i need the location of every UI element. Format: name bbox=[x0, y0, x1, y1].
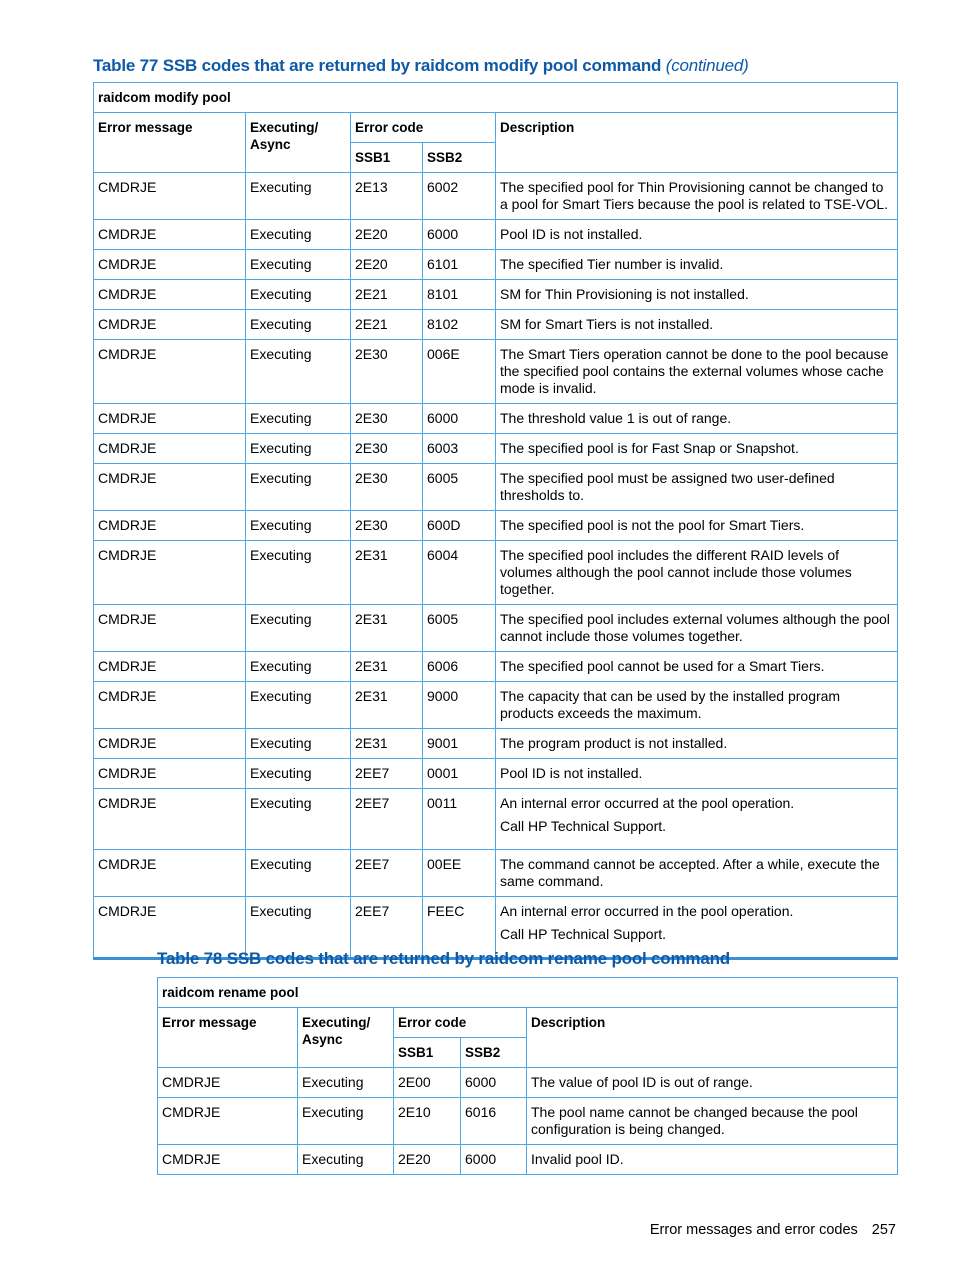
error-message-cell: CMDRJE bbox=[94, 511, 246, 541]
description-text: The specified pool is not the pool for Smart Tiers. bbox=[500, 517, 805, 533]
header-executing-async: Executing/ Async bbox=[298, 1008, 394, 1068]
page-number: 257 bbox=[871, 1222, 896, 1238]
error-message-cell: CMDRJE bbox=[94, 404, 246, 434]
executing-cell: Executing bbox=[298, 1145, 394, 1175]
header-error-code: Error code bbox=[351, 113, 496, 143]
ssb2-cell: 6000 bbox=[461, 1068, 527, 1098]
ssb2-cell: 9000 bbox=[423, 682, 496, 729]
ssb2-cell: 8102 bbox=[423, 310, 496, 340]
ssb2-cell: 6005 bbox=[423, 605, 496, 652]
ssb2-cell: 6005 bbox=[423, 464, 496, 511]
error-message-cell: CMDRJE bbox=[94, 682, 246, 729]
ssb1-cell: 2E30 bbox=[351, 434, 423, 464]
ssb2-cell: FEEC bbox=[423, 897, 496, 959]
table-row bbox=[94, 250, 898, 280]
ssb2-cell: 0001 bbox=[423, 759, 496, 789]
ssb2-cell: 00EE bbox=[423, 850, 496, 897]
table-row bbox=[158, 1068, 898, 1098]
executing-cell: Executing bbox=[246, 511, 351, 541]
description-cell bbox=[496, 464, 898, 511]
description-cell bbox=[527, 1145, 898, 1175]
ssb1-cell: 2E21 bbox=[351, 280, 423, 310]
table-row bbox=[94, 511, 898, 541]
ssb1-cell: 2EE7 bbox=[351, 850, 423, 897]
error-message-cell: CMDRJE bbox=[158, 1068, 298, 1098]
header-ssb2: SSB2 bbox=[423, 143, 496, 173]
ssb1-cell: 2E21 bbox=[351, 310, 423, 340]
executing-cell: Executing bbox=[246, 404, 351, 434]
executing-cell: Executing bbox=[246, 220, 351, 250]
description-cell bbox=[496, 340, 898, 404]
ssb1-cell: 2EE7 bbox=[351, 897, 423, 959]
error-message-cell: CMDRJE bbox=[94, 759, 246, 789]
table-row bbox=[94, 759, 898, 789]
description-cell bbox=[496, 541, 898, 605]
executing-cell: Executing bbox=[246, 850, 351, 897]
error-message-cell: CMDRJE bbox=[94, 434, 246, 464]
ssb2-cell: 6002 bbox=[423, 173, 496, 220]
header-ssb1: SSB1 bbox=[351, 143, 423, 173]
description-text: The pool name cannot be changed because the pool configuration is being changed. bbox=[531, 1104, 858, 1137]
header-ssb2: SSB2 bbox=[461, 1038, 527, 1068]
error-message-cell: CMDRJE bbox=[94, 464, 246, 511]
error-message-cell: CMDRJE bbox=[94, 789, 246, 850]
ssb2-cell: 600D bbox=[423, 511, 496, 541]
table-77-title: Table 77 SSB codes that are returned by raidcom modify pool command bbox=[93, 56, 662, 75]
error-message-cell: CMDRJE bbox=[94, 541, 246, 605]
description-cell bbox=[496, 173, 898, 220]
executing-cell: Executing bbox=[246, 789, 351, 850]
error-message-cell: CMDRJE bbox=[94, 897, 246, 959]
description-text: The specified pool includes the different RAID levels of volumes although the pool cannot include those volumes together. bbox=[500, 547, 852, 597]
ssb2-cell: 6016 bbox=[461, 1098, 527, 1145]
ssb2-cell: 9001 bbox=[423, 729, 496, 759]
ssb2-cell: 6006 bbox=[423, 652, 496, 682]
description-cell bbox=[496, 434, 898, 464]
description-cell bbox=[527, 1068, 898, 1098]
ssb1-cell: 2E31 bbox=[351, 605, 423, 652]
executing-cell: Executing bbox=[298, 1068, 394, 1098]
description-text: An internal error occurred at the pool operation. bbox=[500, 795, 795, 811]
error-message-cell: CMDRJE bbox=[94, 729, 246, 759]
description-cell bbox=[496, 310, 898, 340]
description-cell bbox=[496, 652, 898, 682]
description-text: The specified pool for Thin Provisioning cannot be changed to a pool for Smart Tiers because the pool is related to TSE-VOL. bbox=[500, 179, 889, 212]
executing-cell: Executing bbox=[246, 759, 351, 789]
table-row bbox=[94, 220, 898, 250]
description-text: The threshold value 1 is out of range. bbox=[500, 410, 732, 426]
error-message-cell: CMDRJE bbox=[94, 340, 246, 404]
table-77-continued: (continued) bbox=[665, 56, 749, 75]
description-cell bbox=[496, 682, 898, 729]
ssb2-cell: 6101 bbox=[423, 250, 496, 280]
table-row bbox=[94, 310, 898, 340]
header-description: Description bbox=[496, 113, 898, 173]
error-message-cell: CMDRJE bbox=[94, 280, 246, 310]
executing-cell: Executing bbox=[246, 652, 351, 682]
description-text: The specified pool is for Fast Snap or Snapshot. bbox=[500, 440, 799, 456]
table-row bbox=[94, 280, 898, 310]
table-row bbox=[94, 789, 898, 850]
executing-cell: Executing bbox=[246, 340, 351, 404]
error-message-cell: CMDRJE bbox=[94, 250, 246, 280]
table-78-command: raidcom rename pool bbox=[158, 978, 898, 1008]
header-error-message: Error message bbox=[158, 1008, 298, 1068]
ssb2-cell: 6004 bbox=[423, 541, 496, 605]
executing-cell: Executing bbox=[246, 173, 351, 220]
description-text: The specified pool cannot be used for a Smart Tiers. bbox=[500, 658, 825, 674]
executing-cell: Executing bbox=[246, 541, 351, 605]
description-text: The specified pool includes external volumes although the pool cannot include those volumes together. bbox=[500, 611, 890, 644]
ssb1-cell: 2E13 bbox=[351, 173, 423, 220]
description-text: SM for Thin Provisioning is not installed. bbox=[500, 286, 749, 302]
table-row bbox=[94, 850, 898, 897]
description-text: The capacity that can be used by the installed program products exceeds the maximum. bbox=[500, 688, 841, 721]
description-cell bbox=[496, 280, 898, 310]
executing-cell: Executing bbox=[246, 605, 351, 652]
error-message-cell: CMDRJE bbox=[94, 850, 246, 897]
description-cell bbox=[496, 850, 898, 897]
executing-cell: Executing bbox=[246, 310, 351, 340]
header-description: Description bbox=[527, 1008, 898, 1068]
description-cell bbox=[496, 220, 898, 250]
description-cell bbox=[496, 511, 898, 541]
description-text: Invalid pool ID. bbox=[531, 1151, 624, 1167]
ssb2-cell: 6003 bbox=[423, 434, 496, 464]
executing-cell: Executing bbox=[246, 434, 351, 464]
header-ssb1: SSB1 bbox=[394, 1038, 461, 1068]
description-text: The program product is not installed. bbox=[500, 735, 728, 751]
table-row bbox=[94, 464, 898, 511]
description-text: The value of pool ID is out of range. bbox=[531, 1074, 753, 1090]
error-message-cell: CMDRJE bbox=[94, 173, 246, 220]
ssb1-cell: 2E30 bbox=[351, 464, 423, 511]
description-text: An internal error occurred in the pool operation. bbox=[500, 903, 794, 919]
error-message-cell: CMDRJE bbox=[94, 652, 246, 682]
table-row bbox=[94, 434, 898, 464]
table-78-caption: Table 78 SSB codes that are returned by raidcom rename pool command bbox=[157, 949, 730, 968]
executing-cell: Executing bbox=[246, 682, 351, 729]
header-error-message: Error message bbox=[94, 113, 246, 173]
description-cell bbox=[496, 729, 898, 759]
footer-section-title: Error messages and error codes bbox=[649, 1222, 858, 1238]
ssb1-cell: 2E31 bbox=[351, 682, 423, 729]
error-message-cell: CMDRJE bbox=[94, 605, 246, 652]
ssb1-cell: 2E20 bbox=[351, 220, 423, 250]
description-text: Pool ID is not installed. bbox=[500, 765, 643, 781]
executing-cell: Executing bbox=[246, 464, 351, 511]
description-note: Call HP Technical Support. bbox=[500, 926, 667, 942]
ssb1-cell: 2EE7 bbox=[351, 759, 423, 789]
table-row bbox=[94, 340, 898, 404]
description-cell bbox=[496, 759, 898, 789]
description-cell bbox=[496, 404, 898, 434]
table-77-command: raidcom modify pool bbox=[94, 83, 898, 113]
description-cell bbox=[496, 250, 898, 280]
table-row bbox=[158, 1098, 898, 1145]
table-row bbox=[94, 652, 898, 682]
ssb1-cell: 2E10 bbox=[394, 1098, 461, 1145]
ssb2-cell: 8101 bbox=[423, 280, 496, 310]
table-row bbox=[94, 729, 898, 759]
ssb1-cell: 2E30 bbox=[351, 340, 423, 404]
ssb2-cell: 6000 bbox=[423, 220, 496, 250]
table-row bbox=[158, 1145, 898, 1175]
table-row bbox=[94, 404, 898, 434]
description-cell bbox=[527, 1098, 898, 1145]
description-cell bbox=[496, 605, 898, 652]
ssb1-cell: 2E31 bbox=[351, 729, 423, 759]
ssb1-cell: 2E30 bbox=[351, 404, 423, 434]
description-text: Pool ID is not installed. bbox=[500, 226, 643, 242]
description-text: The Smart Tiers operation cannot be done to the pool because the specified pool contains the external volumes whose cache mode is invalid. bbox=[500, 346, 889, 396]
table-77 bbox=[93, 82, 898, 960]
executing-cell: Executing bbox=[246, 729, 351, 759]
ssb2-cell: 6000 bbox=[423, 404, 496, 434]
page-footer bbox=[650, 1222, 896, 1238]
description-text: SM for Smart Tiers is not installed. bbox=[500, 316, 714, 332]
ssb1-cell: 2EE7 bbox=[351, 789, 423, 850]
description-cell bbox=[496, 789, 898, 850]
ssb1-cell: 2E31 bbox=[351, 541, 423, 605]
ssb1-cell: 2E20 bbox=[394, 1145, 461, 1175]
executing-cell: Executing bbox=[246, 897, 351, 959]
header-error-code: Error code bbox=[394, 1008, 527, 1038]
table-row bbox=[94, 682, 898, 729]
executing-cell: Executing bbox=[246, 250, 351, 280]
ssb1-cell: 2E20 bbox=[351, 250, 423, 280]
description-text: The command cannot be accepted. After a while, execute the same command. bbox=[500, 856, 880, 889]
description-text: The specified pool must be assigned two user-defined thresholds to. bbox=[500, 470, 835, 503]
table-77-caption bbox=[93, 56, 749, 76]
error-message-cell: CMDRJE bbox=[94, 220, 246, 250]
description-note: Call HP Technical Support. bbox=[500, 818, 667, 834]
table-row bbox=[94, 173, 898, 220]
ssb1-cell: 2E30 bbox=[351, 511, 423, 541]
executing-cell: Executing bbox=[298, 1098, 394, 1145]
ssb2-cell: 006E bbox=[423, 340, 496, 404]
table-row bbox=[94, 605, 898, 652]
ssb1-cell: 2E00 bbox=[394, 1068, 461, 1098]
ssb1-cell: 2E31 bbox=[351, 652, 423, 682]
description-text: The specified Tier number is invalid. bbox=[500, 256, 724, 272]
error-message-cell: CMDRJE bbox=[158, 1145, 298, 1175]
ssb2-cell: 6000 bbox=[461, 1145, 527, 1175]
table-78 bbox=[157, 977, 898, 1175]
table-row bbox=[94, 541, 898, 605]
executing-cell: Executing bbox=[246, 280, 351, 310]
error-message-cell: CMDRJE bbox=[94, 310, 246, 340]
header-executing-async: Executing/ Async bbox=[246, 113, 351, 173]
error-message-cell: CMDRJE bbox=[158, 1098, 298, 1145]
ssb2-cell: 0011 bbox=[423, 789, 496, 850]
